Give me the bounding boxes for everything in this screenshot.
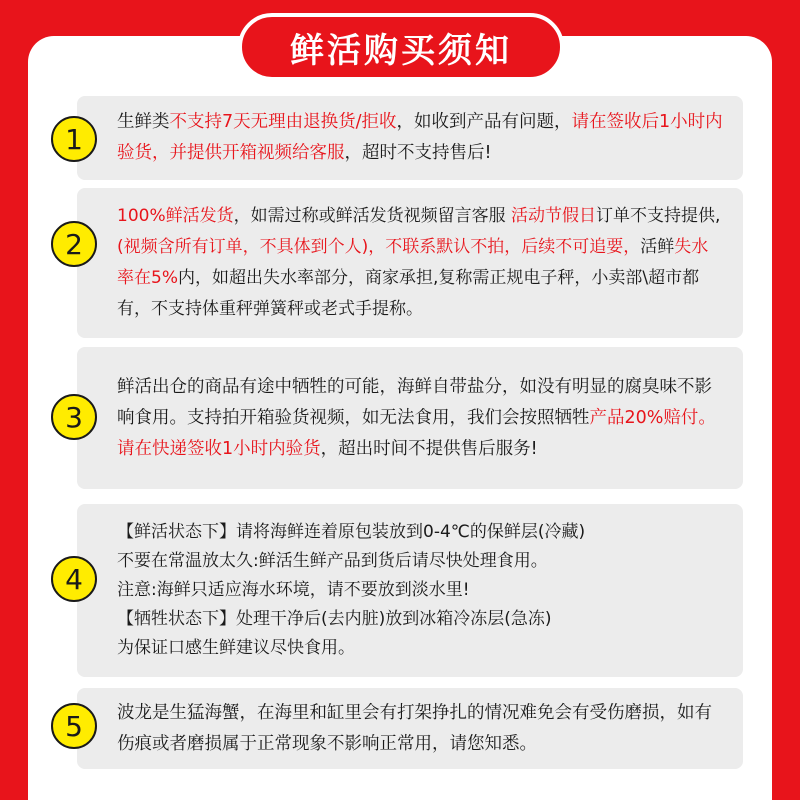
text-segment-highlight: 活动节假日 (511, 206, 597, 226)
text-segment-highlight: 请在签收后1小时内验货，并提供开箱视频给客服 (117, 112, 723, 163)
storage-line: 为保证口感生鲜建议尽快食用。 (117, 638, 355, 658)
storage-line: 【牺牲状态下】处理干净后(去内脏)放到冰箱冷冻层(急冻) (117, 609, 552, 629)
number-badge-4: 4 (51, 556, 97, 602)
page-title: 鲜活购买须知 (238, 13, 564, 81)
notice-text-1 (117, 107, 725, 169)
text-segment: ，如收到产品有问题， (396, 112, 572, 132)
notice-card-3 (77, 347, 743, 489)
notice-card-5 (77, 688, 743, 769)
text-segment-highlight: (视频含所有订单，不具体到个人)，不联系默认不拍，后续不可追要， (117, 237, 641, 257)
text-segment-highlight: 100%鲜活发货 (117, 206, 234, 226)
text-segment: ，超时不支持售后! (344, 143, 492, 163)
text-segment-highlight: 失水率在5% (117, 237, 709, 288)
number-badge-3: 3 (51, 394, 97, 440)
text-segment-highlight: 不支持7天无理由退换货/拒收 (169, 112, 397, 132)
text-segment: 鲜活出仓的商品有途中牺牲的可能，海鲜自带盐分，如没有明显的腐臭味不影响食用。支持拍开箱验货视频，如无法食用，我们会按照牺牲 (117, 376, 712, 428)
notice-card-2 (77, 188, 743, 338)
text-segment: 波龙是生猛海蟹，在海里和缸里会有打架挣扎的情况难免会有受伤磨损，如有伤痕或者磨损属于正常现象不影响正常用，请您知悉。 (117, 702, 712, 754)
notice-card-1 (77, 96, 743, 180)
notice-text-4 (117, 518, 725, 663)
text-segment-highlight: 产品20%赔付。请在快递签收1小时内验货 (117, 407, 716, 459)
notice-text-2 (117, 201, 725, 325)
number-badge-1: 1 (51, 116, 97, 162)
notice-text-5 (117, 698, 725, 760)
text-segment: ，超出时间不提供售后服务! (320, 438, 538, 459)
text-segment: 活鲜 (640, 237, 675, 257)
number-badge-5: 5 (51, 703, 97, 749)
text-segment: ，如需过称或鲜活发货视频留言客服 (233, 206, 512, 226)
storage-line: 不要在常温放太久:鲜活生鲜产品到货后请尽快处理食用。 (117, 551, 548, 571)
text-segment: 订单不支持提供, (596, 206, 721, 226)
storage-line: 注意:海鲜只适应海水环境，请不要放到淡水里! (117, 580, 470, 600)
text-segment: 内，如超出失水率部分，商家承担,复称需正规电子秤，小卖部\超市都有，不支持体重秤弹簧秤或老式手提称。 (117, 268, 700, 319)
number-badge-2: 2 (51, 221, 97, 267)
notice-text-3 (117, 372, 725, 465)
notice-card-4 (77, 504, 743, 677)
storage-line: 【鲜活状态下】请将海鲜连着原包装放到0-4℃的保鲜层(冷藏) (117, 522, 586, 542)
text-segment: 生鲜类 (117, 112, 170, 132)
